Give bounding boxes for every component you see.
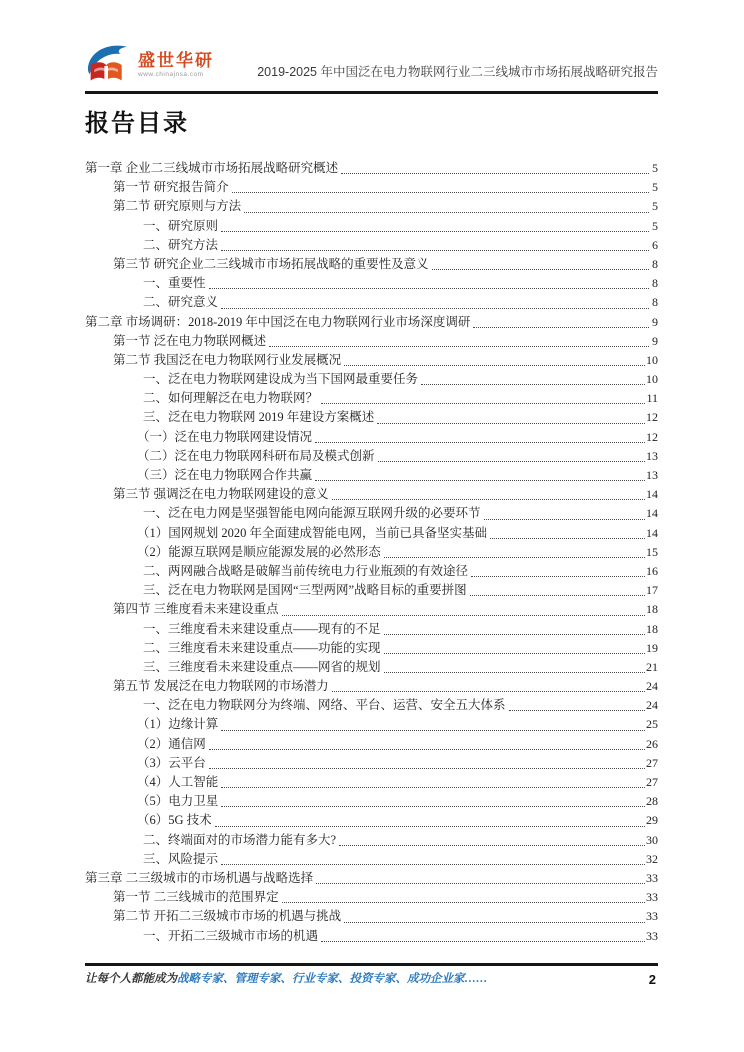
- toc-entry: [85, 370, 658, 389]
- toc-entry-page: 5: [652, 180, 658, 195]
- toc-entry: [85, 504, 658, 523]
- toc-entry: [85, 389, 658, 408]
- toc-entry-page: 25: [646, 717, 658, 732]
- toc-dot-leader: [221, 730, 645, 731]
- toc-entry-page: 14: [646, 506, 658, 521]
- toc-entry: [85, 620, 658, 639]
- toc-entry-page: 12: [646, 410, 658, 425]
- toc-entry: [85, 907, 658, 926]
- toc-entry: [85, 313, 658, 332]
- toc-entry-label: 第一章 企业二三线城市市场拓展战略研究概述: [85, 161, 339, 175]
- toc-entry-label: 三、三维度看未来建设重点——网省的规划: [143, 659, 381, 674]
- toc-entry-page: 13: [646, 448, 658, 463]
- toc-entry-page: 18: [646, 621, 658, 636]
- toc-entry-label: （1）边缘计算: [137, 717, 219, 732]
- toc-dot-leader: [282, 902, 645, 903]
- toc-entry-label: 二、研究方法: [143, 237, 219, 252]
- toc-entry-page: 8: [652, 256, 658, 271]
- toc-entry: [85, 715, 658, 734]
- toc-dot-leader: [490, 538, 645, 539]
- toc-entry-page: 24: [646, 679, 658, 694]
- toc-entry-label: （2）能源互联网是顺应能源发展的必然形态: [137, 544, 381, 559]
- toc-entry-page: 32: [646, 851, 658, 866]
- toc-entry: [85, 811, 658, 830]
- page-footer: [85, 972, 658, 987]
- toc-entry-label: 三、风险提示: [143, 851, 219, 866]
- toc-entry-label: 二、终端面对的市场潜力能有多大?: [143, 832, 337, 847]
- toc-dot-leader: [384, 672, 645, 673]
- toc-entry-page: 24: [646, 698, 658, 713]
- toc-dot-leader: [421, 384, 645, 385]
- toc-entry-label: 一、三维度看未来建设重点——现有的不足: [143, 621, 381, 636]
- toc-entry-label: 一、泛在电力网是坚强智能电网向能源互联网升级的必要环节: [143, 506, 481, 521]
- toc-dot-leader: [473, 327, 649, 328]
- toc-entry: [85, 850, 658, 869]
- toc-entry-label: （3）云平台: [137, 755, 206, 770]
- toc-dot-leader: [332, 499, 645, 500]
- page-header: [85, 0, 658, 94]
- toc-entry: [85, 236, 658, 255]
- toc-dot-leader: [509, 710, 645, 711]
- toc-entry-label: 第三节 研究企业二三线城市市场拓展战略的重要性及意义: [113, 256, 429, 271]
- toc-entry-label: 第一节 研究报告简介: [113, 180, 229, 195]
- toc-dot-leader: [221, 250, 649, 251]
- toc-entry-page: 10: [646, 372, 658, 387]
- toc-entry-page: 19: [646, 640, 658, 655]
- toc-entry-page: 5: [652, 218, 658, 233]
- toc-entry: [85, 581, 658, 600]
- toc-entry: [85, 600, 658, 619]
- toc-entry: [85, 332, 658, 351]
- toc-entry-page: 8: [652, 276, 658, 291]
- toc-entry-page: 9: [652, 333, 658, 348]
- toc-entry-page: 9: [652, 314, 658, 329]
- toc-dot-leader: [378, 461, 645, 462]
- brand-logo: [85, 44, 214, 86]
- toc-entry-page: 16: [646, 563, 658, 578]
- table-of-contents: [85, 159, 658, 946]
- toc-dot-leader: [339, 845, 645, 846]
- toc-entry: [85, 255, 658, 274]
- toc-dot-leader: [315, 480, 645, 481]
- toc-dot-leader: [432, 269, 649, 270]
- toc-entry: [85, 408, 658, 427]
- toc-entry-page: 15: [646, 544, 658, 559]
- toc-entry-label: （5）电力卫星: [137, 794, 219, 809]
- toc-entry: [85, 831, 658, 850]
- toc-entry-label: （6）5G 技术: [137, 813, 212, 828]
- toc-dot-leader: [316, 883, 645, 884]
- toc-entry-page: 5: [652, 161, 658, 175]
- toc-dot-leader: [209, 288, 649, 289]
- toc-entry-label: （2）通信网: [137, 736, 206, 751]
- toc-dot-leader: [221, 787, 645, 788]
- toc-entry-label: （三）泛在电力物联网合作共赢: [137, 468, 313, 482]
- toc-entry-label: 一、泛在电力物联网分为终端、网络、平台、运营、安全五大体系: [143, 698, 506, 713]
- toc-entry-page: 10: [646, 352, 658, 367]
- toc-entry-label: 一、重要性: [143, 276, 206, 291]
- toc-entry-page: 21: [646, 659, 658, 674]
- toc-entry-label: 二、如何理解泛在电力物联网？: [143, 391, 319, 406]
- page-number: 2: [648, 972, 656, 987]
- toc-entry: [85, 792, 658, 811]
- toc-entry-label: 第二节 开拓二三级城市市场的机遇与挑战: [113, 909, 342, 924]
- toc-entry-page: 27: [646, 775, 658, 789]
- toc-dot-leader: [282, 615, 645, 616]
- toc-entry: [85, 293, 658, 312]
- toc-entry-page: 30: [646, 832, 658, 847]
- toc-dot-leader: [470, 595, 645, 596]
- toc-entry: [85, 543, 658, 562]
- toc-dot-leader: [384, 634, 645, 635]
- toc-entry-label: （1）国网规划 2020 年全面建成智能电网，当前已具备坚实基础: [137, 525, 488, 540]
- toc-entry: [85, 773, 658, 792]
- toc-entry-page: 14: [646, 487, 658, 502]
- toc-entry-label: 第三章 二三级城市的市场机遇与战略选择: [85, 870, 314, 885]
- toc-dot-leader: [344, 365, 645, 366]
- toc-entry-page: 28: [646, 794, 658, 809]
- toc-dot-leader: [384, 653, 645, 654]
- toc-dot-leader: [215, 826, 645, 827]
- toc-entry: [85, 696, 658, 715]
- toc-entry-page: 8: [652, 295, 658, 310]
- toc-entry-page: 33: [646, 928, 658, 943]
- brand-name: 盛世华研: [138, 50, 214, 70]
- toc-entry-page: 26: [646, 736, 658, 751]
- toc-entry-label: 一、开拓二三级城市市场的机遇: [143, 928, 319, 943]
- toc-entry-label: （一）泛在电力物联网建设情况: [137, 429, 313, 444]
- toc-entry: [85, 447, 658, 466]
- brand-text-block: [138, 52, 214, 79]
- toc-dot-leader: [315, 442, 645, 443]
- toc-entry-page: 12: [646, 429, 658, 444]
- toc-dot-leader: [209, 749, 645, 750]
- toc-entry: [85, 351, 658, 370]
- toc-entry: [85, 735, 658, 754]
- toc-entry-label: 第二章 市场调研：2018-2019 年中国泛在电力物联网行业市场深度调研: [85, 314, 471, 329]
- toc-dot-leader: [321, 403, 645, 404]
- report-title: 2019-2025 年中国泛在电力物联网行业二三线城市市场拓展战略研究报告: [257, 65, 658, 79]
- toc-dot-leader: [232, 192, 649, 193]
- toc-entry: [85, 274, 658, 293]
- toc-dot-leader: [269, 346, 649, 347]
- toc-entry-page: 29: [646, 813, 658, 828]
- toc-dot-leader: [377, 423, 645, 424]
- toc-dot-leader: [484, 519, 645, 520]
- toc-dot-leader: [344, 922, 645, 923]
- toc-entry: [85, 869, 658, 888]
- brand-logo-icon: [85, 44, 131, 86]
- toc-entry: [85, 197, 658, 216]
- toc-dot-leader: [332, 691, 645, 692]
- toc-entry-label: 二、两网融合战略是破解当前传统电力行业瓶颈的有效途径: [143, 563, 469, 578]
- toc-entry-label: 一、泛在电力物联网建设成为当下国网最重要任务: [143, 372, 419, 387]
- toc-entry-label: （二）泛在电力物联网科研布局及模式创新: [137, 448, 375, 463]
- toc-entry: [85, 639, 658, 658]
- toc-entry: [85, 754, 658, 773]
- toc-entry-label: 二、三维度看未来建设重点——功能的实现: [143, 640, 381, 655]
- toc-entry: [85, 428, 658, 447]
- toc-entry-label: 一、研究原则: [143, 218, 219, 233]
- toc-entry: [85, 159, 658, 178]
- toc-dot-leader: [221, 864, 645, 865]
- toc-entry: [85, 485, 658, 504]
- toc-entry-page: 27: [646, 755, 658, 770]
- toc-entry-label: 第一节 二三线城市的范围界定: [113, 890, 279, 905]
- toc-entry-label: 第四节 三维度看未来建设重点: [113, 602, 279, 617]
- toc-entry-label: 三、泛在电力物联网 2019 年建设方案概述: [143, 410, 375, 425]
- toc-entry: [85, 658, 658, 677]
- footer-slogan-prefix: 让每个人都能成为: [85, 973, 177, 985]
- toc-dot-leader: [341, 173, 649, 174]
- toc-entry-page: 13: [646, 468, 658, 482]
- toc-entry: [85, 677, 658, 696]
- toc-entry-label: 第二节 我国泛在电力物联网行业发展概况: [113, 352, 342, 367]
- toc-entry-page: 6: [652, 237, 658, 252]
- toc-entry-label: 第五节 发展泛在电力物联网的市场潜力: [113, 679, 329, 694]
- toc-entry: [85, 927, 658, 946]
- toc-entry: [85, 178, 658, 197]
- toc-entry: [85, 888, 658, 907]
- toc-dot-leader: [209, 768, 645, 769]
- toc-entry-page: 18: [646, 602, 658, 617]
- toc-entry-page: 17: [646, 583, 658, 598]
- toc-entry-page: 11: [646, 391, 658, 406]
- toc-entry: [85, 524, 658, 543]
- toc-entry-page: 14: [646, 525, 658, 540]
- toc-entry-page: 33: [646, 870, 658, 885]
- toc-dot-leader: [471, 576, 645, 577]
- toc-dot-leader: [384, 557, 645, 558]
- toc-entry-page: 33: [646, 909, 658, 924]
- toc-entry: [85, 217, 658, 236]
- footer-divider: [85, 963, 658, 966]
- footer-slogan: [85, 972, 488, 987]
- toc-entry-label: 第一节 泛在电力物联网概述: [113, 333, 267, 348]
- toc-dot-leader: [244, 212, 649, 213]
- toc-dot-leader: [321, 941, 645, 942]
- footer-slogan-highlight: 战略专家、管理专家、行业专家、投资专家、成功企业家……: [177, 973, 488, 985]
- toc-entry-page: 33: [646, 890, 658, 905]
- page-title: 报告目录: [85, 110, 189, 137]
- toc-entry-page: 5: [652, 199, 658, 214]
- toc-entry-label: 第三节 强调泛在电力物联网建设的意义: [113, 487, 329, 502]
- toc-dot-leader: [221, 806, 645, 807]
- toc-entry: [85, 466, 658, 485]
- toc-entry-label: 二、研究意义: [143, 295, 219, 310]
- toc-entry-label: 第二节 研究原则与方法: [113, 199, 242, 214]
- toc-entry: [85, 562, 658, 581]
- toc-dot-leader: [221, 231, 649, 232]
- toc-dot-leader: [221, 308, 649, 309]
- brand-url: www.chinajnsa.com: [138, 70, 204, 78]
- toc-entry-label: （4）人工智能: [137, 775, 219, 789]
- toc-entry-label: 三、泛在电力物联网是国网“三型两网”战略目标的重要拼图: [143, 583, 467, 598]
